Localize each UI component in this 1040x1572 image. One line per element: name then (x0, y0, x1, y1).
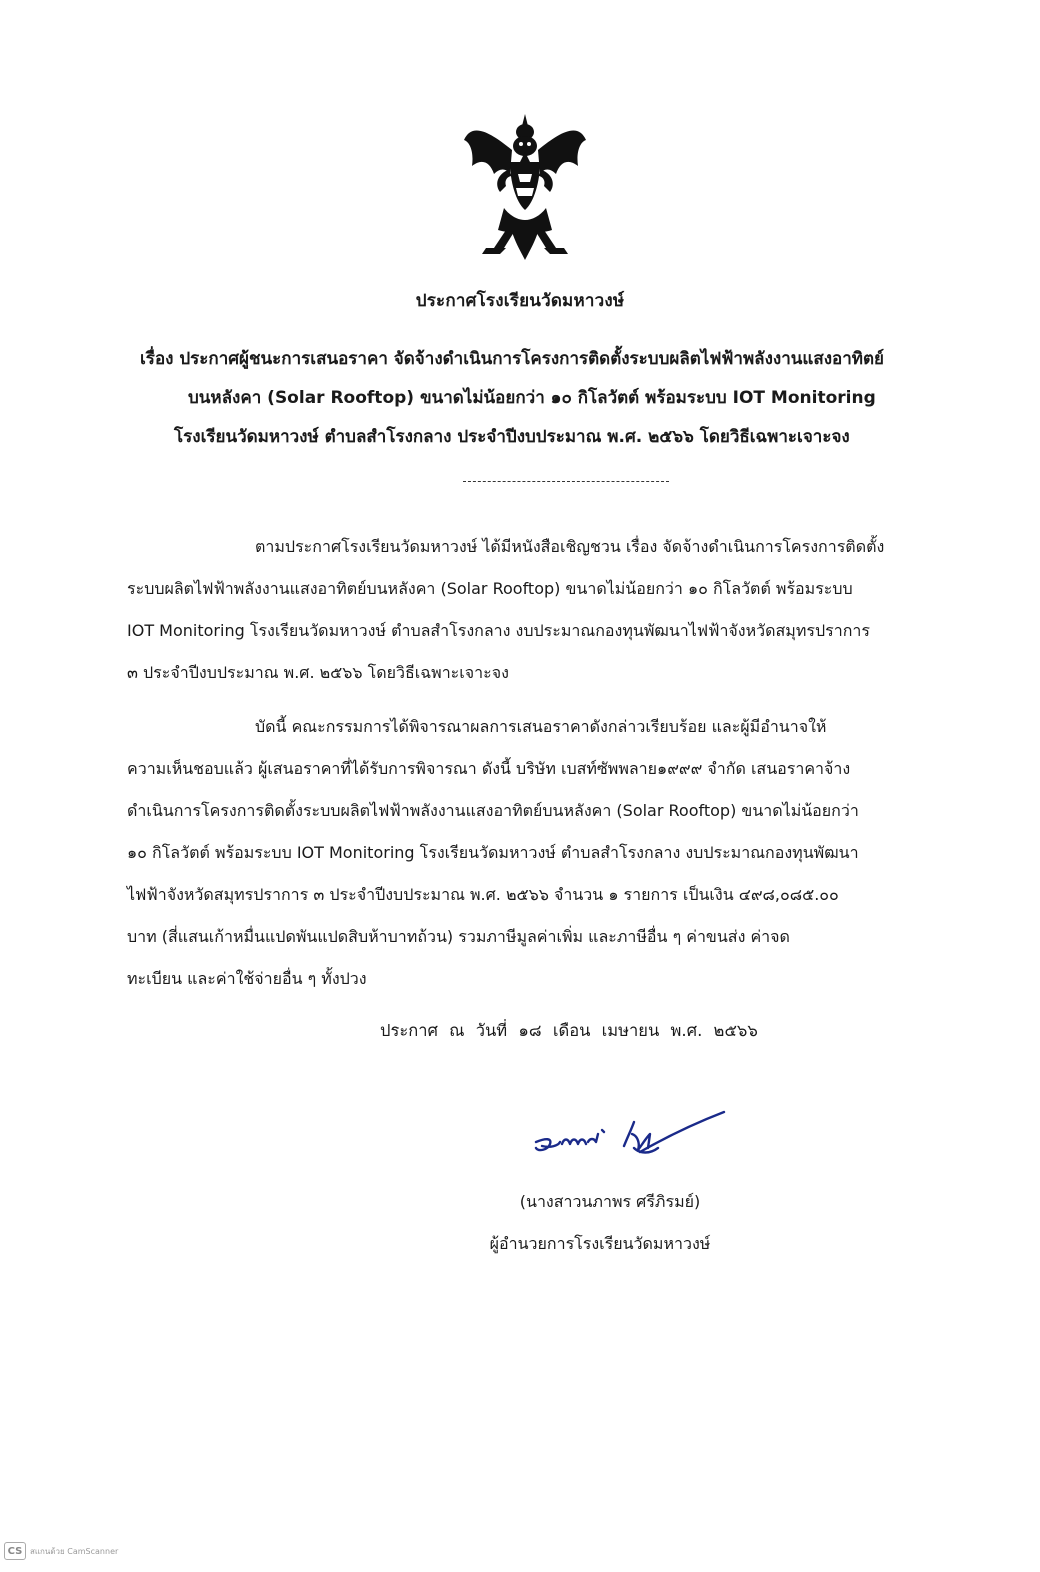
paragraph-line: ไฟฟ้าจังหวัดสมุทรปราการ ๓ ประจำปีงบประมาณ พ.ศ. ๒๕๖๖ จำนวน ๑ รายการ เป็นเงิน ๔๙๘,๐๘๕.๐๐ (127, 885, 839, 904)
signer-position: ผู้อำนวยการโรงเรียนวัดมหาวงษ์ (489, 1234, 711, 1253)
subject-line: เรื่อง ประกาศผู้ชนะการเสนอราคา จัดจ้างดำเนินการโครงการติดตั้งระบบผลิตไฟฟ้าพลังงานแสงอาทิตย์ (140, 349, 884, 369)
camscanner-watermark (4, 1542, 118, 1560)
paragraph-line: IOT Monitoring โรงเรียนวัดมหาวงษ์ ตำบลสำโรงกลาง งบประมาณกองทุนพัฒนาไฟฟ้าจังหวัดสมุทรปราการ (127, 621, 870, 640)
announcement-date: ประกาศ ณ วันที่ ๑๘ เดือน เมษายน พ.ศ. ๒๕๖๖ (380, 1021, 758, 1040)
paragraph-line: บาท (สี่แสนเก้าหมื่นแปดพันแปดสิบห้าบาทถ้วน) รวมภาษีมูลค่าเพิ่ม และภาษีอื่น ๆ ค่าขนส่ง ค่าจด (127, 927, 790, 946)
garuda-emblem-icon (460, 112, 590, 262)
paragraph-award (127, 706, 937, 1000)
signer-name: (นางสาวนภาพร ศรีภิรมย์) (519, 1192, 701, 1211)
paragraph-line: ความเห็นชอบแล้ว ผู้เสนอราคาที่ได้รับการพิจารณา ดังนี้ บริษัท เบสท์ซัพพลาย๑๙๙๙ จำกัด เสนอราคาจ้าง (127, 759, 851, 778)
paragraph-line: ทะเบียน และค่าใช้จ่ายอื่น ๆ ทั้งปวง (127, 969, 367, 988)
watermark-text: สแกนด้วย CamScanner (30, 1546, 119, 1556)
document-title: ประกาศโรงเรียนวัดมหาวงษ์ (415, 291, 625, 311)
paragraph-invitation (127, 526, 937, 694)
paragraph-line: ระบบผลิตไฟฟ้าพลังงานแสงอาทิตย์บนหลังคา (Solar Rooftop) ขนาดไม่น้อยกว่า ๑๐ กิโลวัตต์ พร้อมระบบ (127, 579, 853, 598)
paragraph-line: ๑๐ กิโลวัตต์ พร้อมระบบ IOT Monitoring โรงเรียนวัดมหาวงษ์ ตำบลสำโรงกลาง งบประมาณกองทุนพัฒนา (127, 843, 859, 862)
separator-line (463, 481, 669, 482)
subject-line: โรงเรียนวัดมหาวงษ์ ตำบลสำโรงกลาง ประจำปีงบประมาณ พ.ศ. ๒๕๖๖ โดยวิธีเฉพาะเจาะจง (174, 427, 850, 447)
paragraph-line: ตามประกาศโรงเรียนวัดมหาวงษ์ ได้มีหนังสือเชิญชวน เรื่อง จัดจ้างดำเนินการโครงการติดตั้ง (255, 537, 885, 556)
paragraph-line: ดำเนินการโครงการติดตั้งระบบผลิตไฟฟ้าพลังงานแสงอาทิตย์บนหลังคา (Solar Rooftop) ขนาดไม่น้อยกว่า (127, 801, 859, 820)
camscanner-logo-icon: CS (4, 1542, 26, 1560)
paragraph-line: บัดนี้ คณะกรรมการได้พิจารณาผลการเสนอราคาดังกล่าวเรียบร้อย และผู้มีอำนาจให้ (255, 717, 827, 736)
subject-block (140, 340, 940, 457)
subject-line: บนหลังคา (Solar Rooftop) ขนาดไม่น้อยกว่า ๑๐ กิโลวัตต์ พร้อมระบบ IOT Monitoring (188, 388, 876, 408)
paragraph-line: ๓ ประจำปีงบประมาณ พ.ศ. ๒๕๖๖ โดยวิธีเฉพาะเจาะจง (127, 663, 509, 682)
handwritten-signature (528, 1108, 728, 1168)
